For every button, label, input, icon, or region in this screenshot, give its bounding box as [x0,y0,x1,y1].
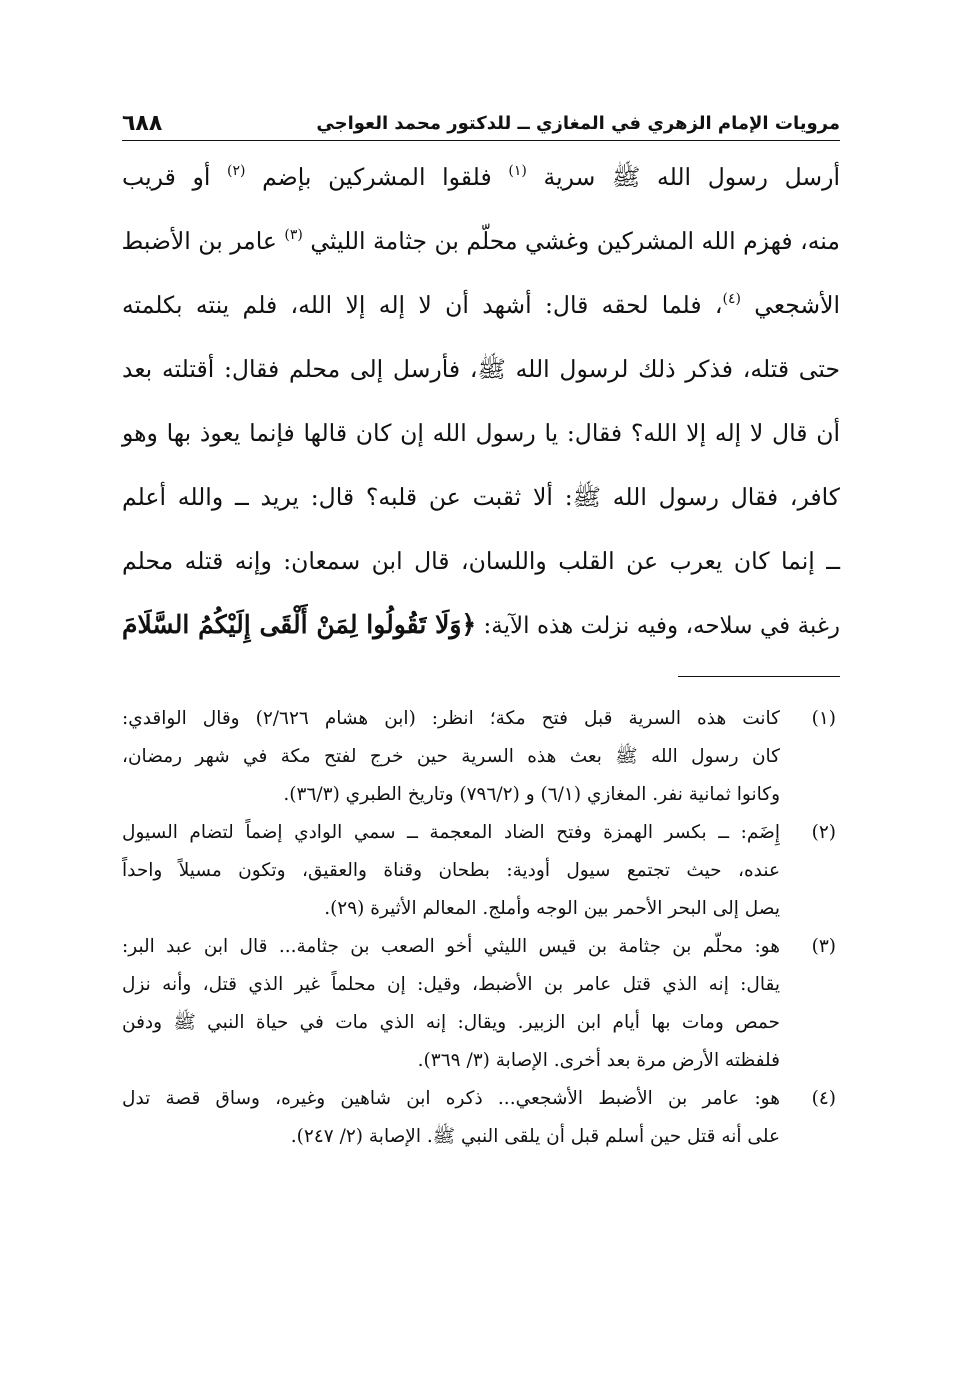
book-page [122,104,840,1304]
footnote-number: (٣) [811,936,836,957]
footnote-line: يقال: إنه الذي قتل عامر بن الأضبط، وقيل: إن محلماً غير الذي قتل، وأنه نزل [122,974,780,995]
footnote-line: هو: محلّم بن جثامة بن قيس الليثي أخو الصعب بن جثامة... قال ابن عبد البر: [122,936,780,957]
footnote-3 [122,928,840,1080]
footnote-4 [122,1080,840,1156]
text-line: منه، فهزم الله المشركين وغشي محلّم بن جثامة الليثي $^{(٣)}$ عامر بن الأضبط [121,227,840,255]
text-line: كافر، فقال رسول الله ﷺ: ألا ثقبت عن قلبه؟ قال: يريد ــ والله أعلم [122,483,840,511]
text-line: الأشجعي $^{(٤)}$، فلما لحقه قال: أشهد أن لا إله إلا الله، فلم ينته بكلمته [122,291,840,319]
text-line: رغبة في سلاحه، وفيه نزلت هذه الآية: ﴿وَلَا تَقُولُوا لِمَنْ أَلْقَى إِلَيْكُمُ السَّلَامَ [122,610,840,639]
footnote-1 [122,700,840,814]
text-line: حتى قتله، فذكر ذلك لرسول الله ﷺ، فأرسل إلى محلم فقال: أقتلته بعد [122,355,840,383]
footnote-line: كانت هذه السرية قبل فتح مكة؛ انظر: (ابن هشام ٢/٦٢٦) وقال الواقدي: [122,708,780,729]
footnote-line: إِضَم: ــ بكسر الهمزة وفتح الضاد المعجمة ــ سمي الوادي إضماً لتضام السيول [122,822,780,843]
page-number: ٦٨٨ [122,111,163,136]
footnote-ref: (١) [508,163,527,179]
footnote-2 [122,814,840,928]
footnote-line: وكانوا ثمانية نفر. المغازي (٦/١) و (٧٩٦/٢) وتاريخ الطبري (٣٦/٣). [283,784,780,805]
quran-verse: ﴿وَلَا تَقُولُوا لِمَنْ أَلْقَى إِلَيْكُمُ السَّلَامَ [122,610,477,639]
header-title: مرويات الإمام الزهري في المغازي ــ للدكتور محمد العواجي [316,113,840,134]
text-line: أن قال لا إله إلا الله؟ فقال: يا رسول الله إن كان قالها فإنما يعوذ بها وهو [122,419,840,447]
footnote-ref: (٢) [227,163,246,179]
text-line: ــ إنما كان يعرب عن القلب واللسان، قال ابن سمعان: وإنه قتله محلم [122,547,840,575]
footnote-line: فلفظته الأرض مرة بعد أخرى. الإصابة (٣/ ٣٦٩). [417,1050,780,1071]
footnote-number: (٤) [811,1088,836,1109]
footnote-line: حمص ومات بها أيام ابن الزبير. ويقال: إنه الذي مات في حياة النبي ﷺ ودفن [122,1012,780,1033]
footnote-line: يصل إلى البحر الأحمر بين الوجه وأملج. المعالم الأثيرة (٢٩). [324,898,780,919]
main-text [122,145,840,657]
footnote-number: (١) [811,708,836,729]
footnotes [122,700,840,1156]
footnote-line: عنده، حيث تجتمع سيول أودية: بطحان وقناة والعقيق، وتكون مسيلاً واحداً [122,860,780,881]
footnote-number: (٢) [811,822,836,843]
footnote-line: كان رسول الله ﷺ بعث هذه السرية حين خرج لفتح مكة في شهر رمضان، [122,746,780,767]
footnote-separator [678,676,840,677]
text-line: أرسل رسول الله ﷺ سرية $^{(١)}$ فلقوا المشركين بإضم $^{(٢)}$ أو قريب [122,163,840,191]
footnote-ref: (٤) [722,291,741,307]
running-header [122,104,840,141]
footnote-line: هو: عامر بن الأضبط الأشجعي... ذكره ابن شاهين وغيره، وساق قصة تدل [122,1088,780,1109]
footnote-ref: (٣) [284,227,303,243]
footnote-line: على أنه قتل حين أسلم قبل أن يلقى النبي ﷺ. الإصابة (٢/ ٢٤٧). [290,1126,780,1147]
